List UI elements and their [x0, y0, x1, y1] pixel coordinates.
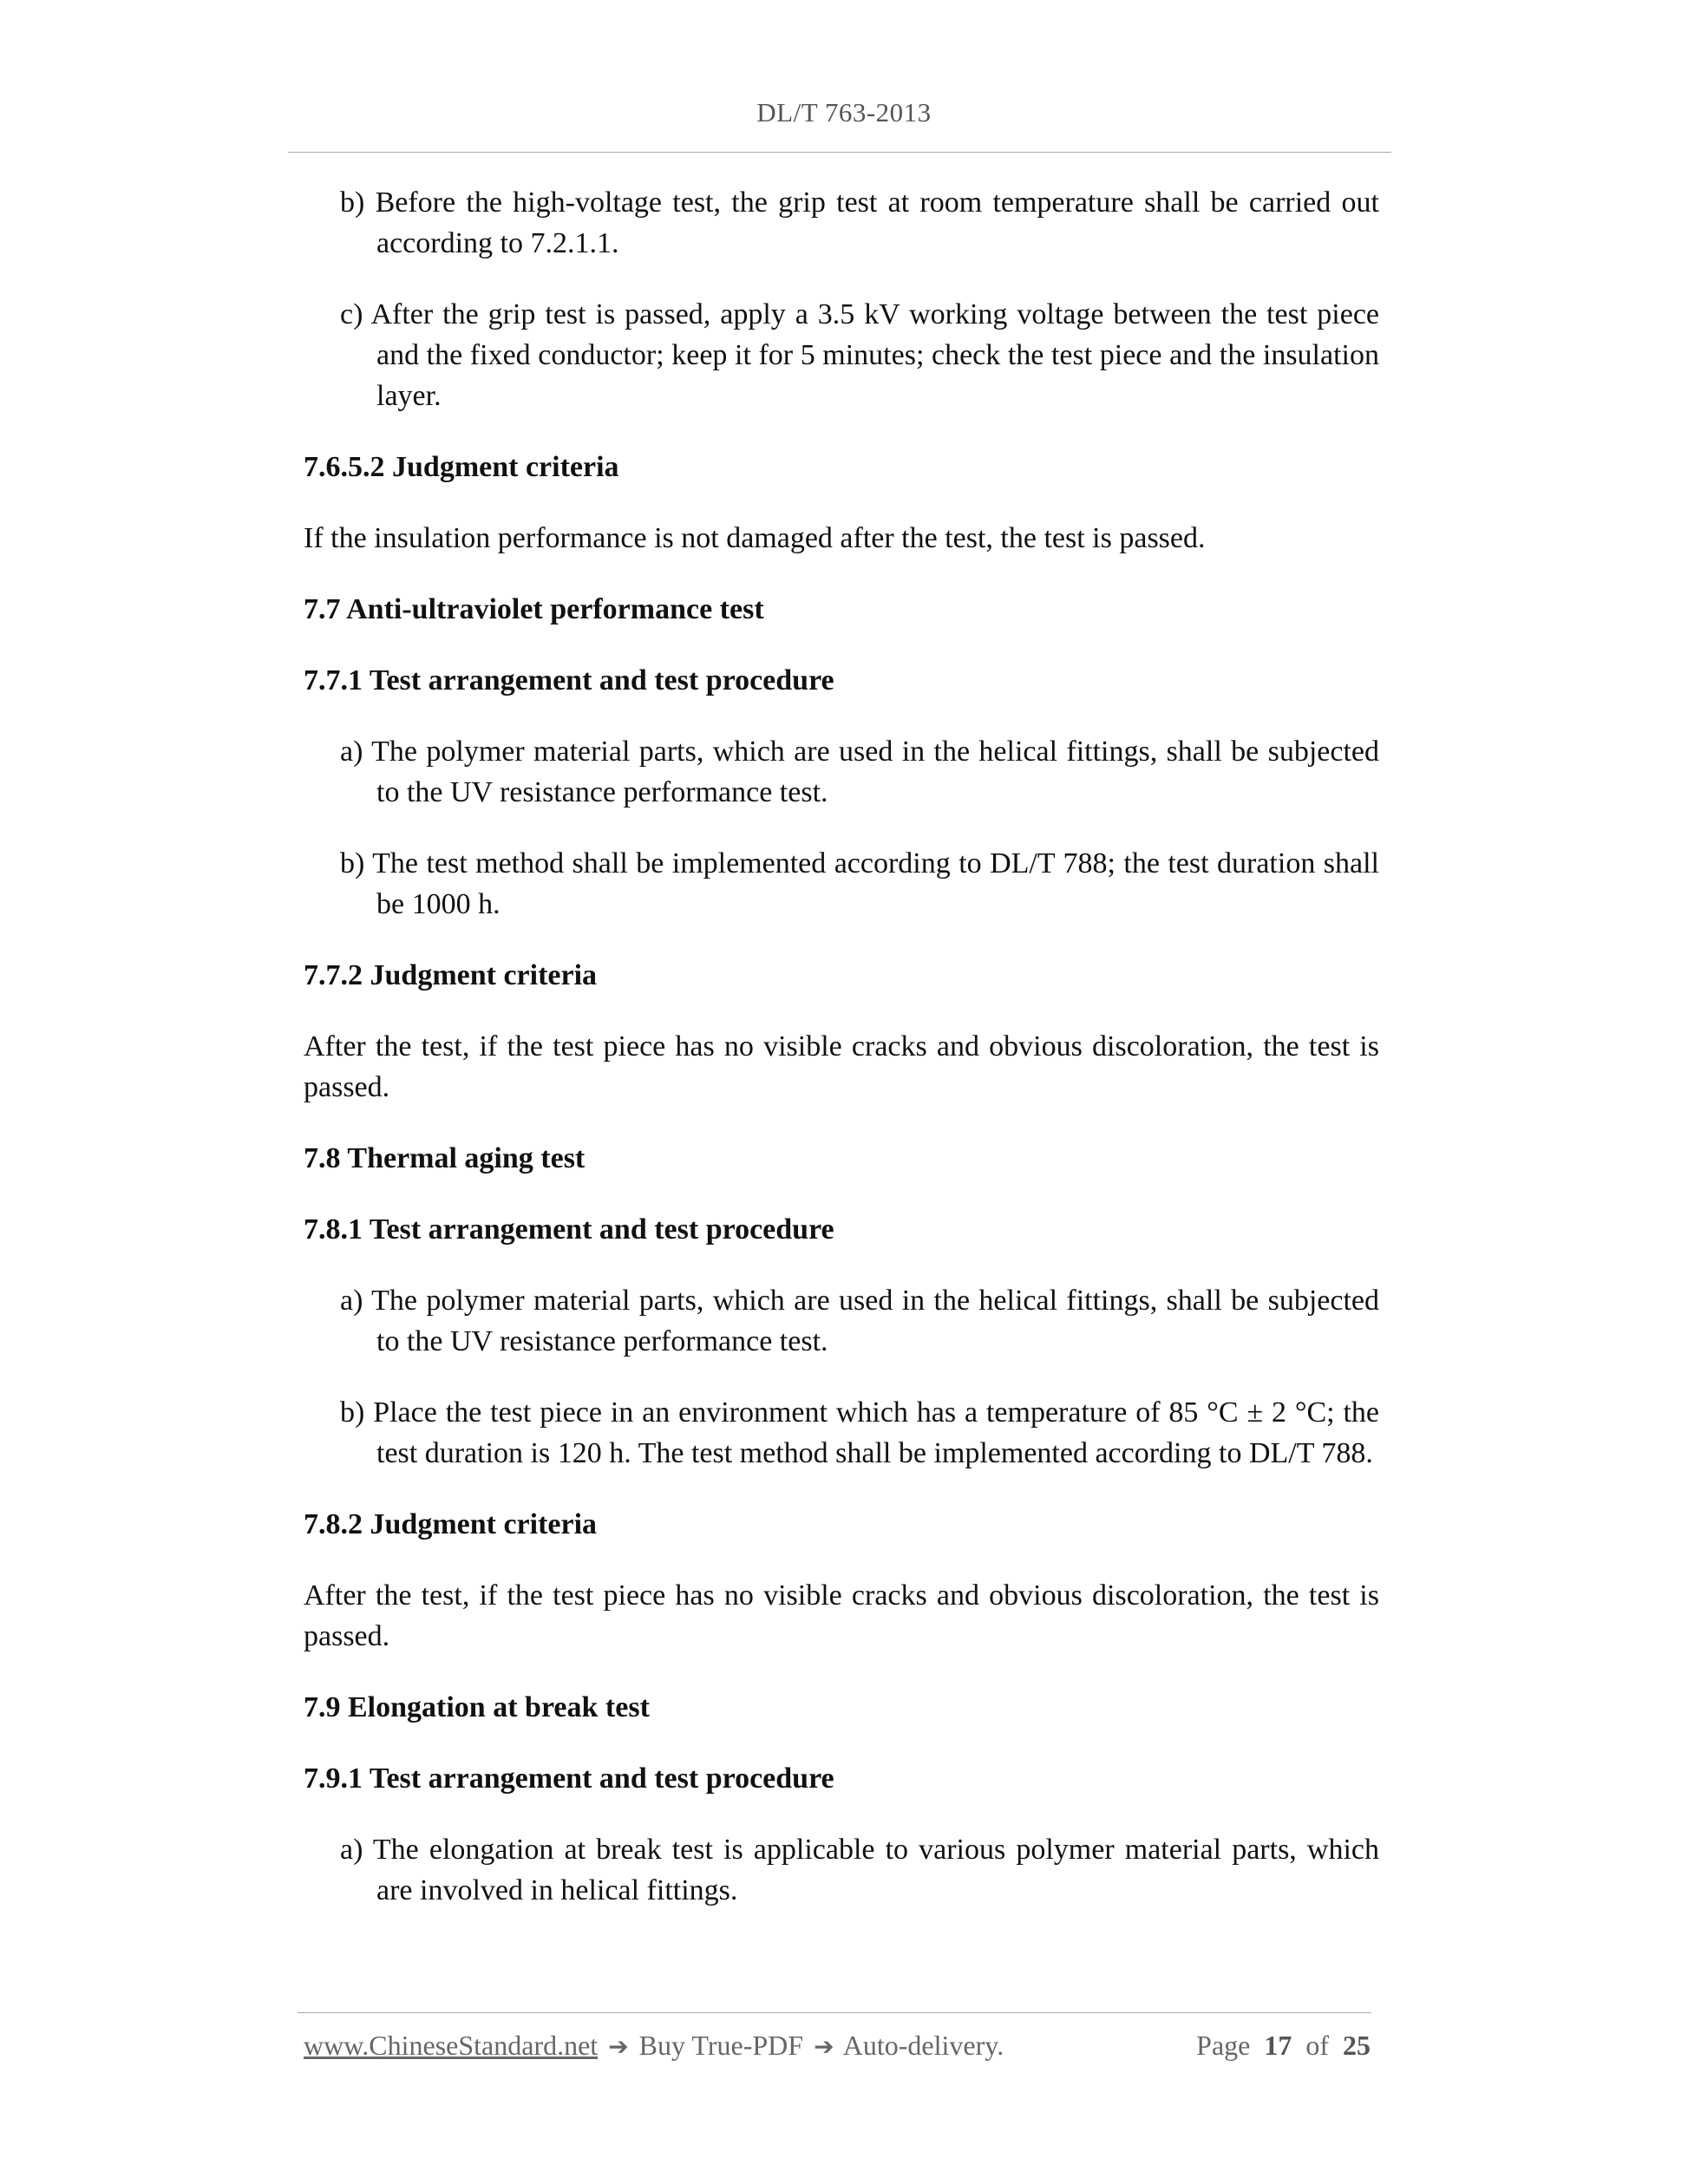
list-item: a) The polymer material parts, which are used in the helical fittings, shall be subjected to the UV resistance performance test.: [340, 1285, 1379, 1357]
list-item: b) Place the test piece in an environment which has a temperature of 85 °C ± 2 °C; the test duration is 120 h. The test method shall be implemented according to DL/T 788.: [340, 1396, 1379, 1469]
section-heading: 7.7.1 Test arrangement and test procedure: [304, 664, 834, 696]
paragraph: If the insulation performance is not damaged after the test, the test is passed.: [304, 522, 1206, 554]
paragraph: After the test, if the test piece has no visible cracks and obvious discoloration, the test is passed.: [304, 1579, 1379, 1652]
list-item: b) Before the high-voltage test, the grip test at room temperature shall be carried out according to 7.2.1.1.: [340, 186, 1379, 259]
section-heading: 7.9 Elongation at break test: [304, 1691, 650, 1723]
list-item: a) The elongation at break test is applicable to various polymer material parts, which are involved in helical fittings.: [340, 1834, 1379, 1906]
section-heading: 7.8 Thermal aging test: [304, 1142, 586, 1174]
auto-delivery-text: Auto-delivery.: [842, 2030, 1004, 2061]
footer-divider: [298, 2012, 1371, 2013]
list-item: a) The polymer material parts, which are used in the helical fittings, shall be subjected to the UV resistance performance test.: [340, 736, 1379, 808]
section-heading: 7.8.2 Judgment criteria: [304, 1508, 598, 1540]
document-id-header: DL/T 763-2013: [756, 97, 932, 128]
page-label: Page: [1196, 2030, 1251, 2061]
header-divider: [288, 152, 1391, 153]
paragraph: After the test, if the test piece has no visible cracks and obvious discoloration, the test is passed.: [304, 1030, 1379, 1103]
section-heading: 7.7.2 Judgment criteria: [304, 959, 598, 991]
list-item: c) After the grip test is passed, apply a 3.5 kV working voltage between the test piece and the fixed conductor; keep it for 5 minutes; check the test piece and the insulation layer.: [340, 298, 1379, 412]
buy-true-pdf-text: Buy True-PDF: [638, 2030, 804, 2061]
page-current: 17: [1264, 2030, 1292, 2061]
website-link[interactable]: www.ChineseStandard.net: [304, 2030, 599, 2061]
section-heading: 7.6.5.2 Judgment criteria: [304, 451, 619, 483]
page-of-label: of: [1305, 2030, 1329, 2061]
page-footer: [304, 2030, 1371, 2062]
page-total: 25: [1343, 2030, 1371, 2061]
arrow-right-icon: ➔: [608, 2032, 629, 2061]
arrow-right-icon: ➔: [814, 2032, 834, 2061]
section-heading: 7.7 Anti-ultraviolet performance test: [304, 593, 764, 625]
section-heading: 7.9.1 Test arrangement and test procedure: [304, 1762, 834, 1795]
page-indicator: [1196, 2030, 1371, 2062]
list-item: b) The test method shall be implemented according to DL/T 788; the test duration shall be 1000 h.: [340, 847, 1379, 920]
footer-left: [304, 2030, 1004, 2062]
document-body: [304, 182, 1379, 1941]
section-heading: 7.8.1 Test arrangement and test procedure: [304, 1213, 834, 1246]
